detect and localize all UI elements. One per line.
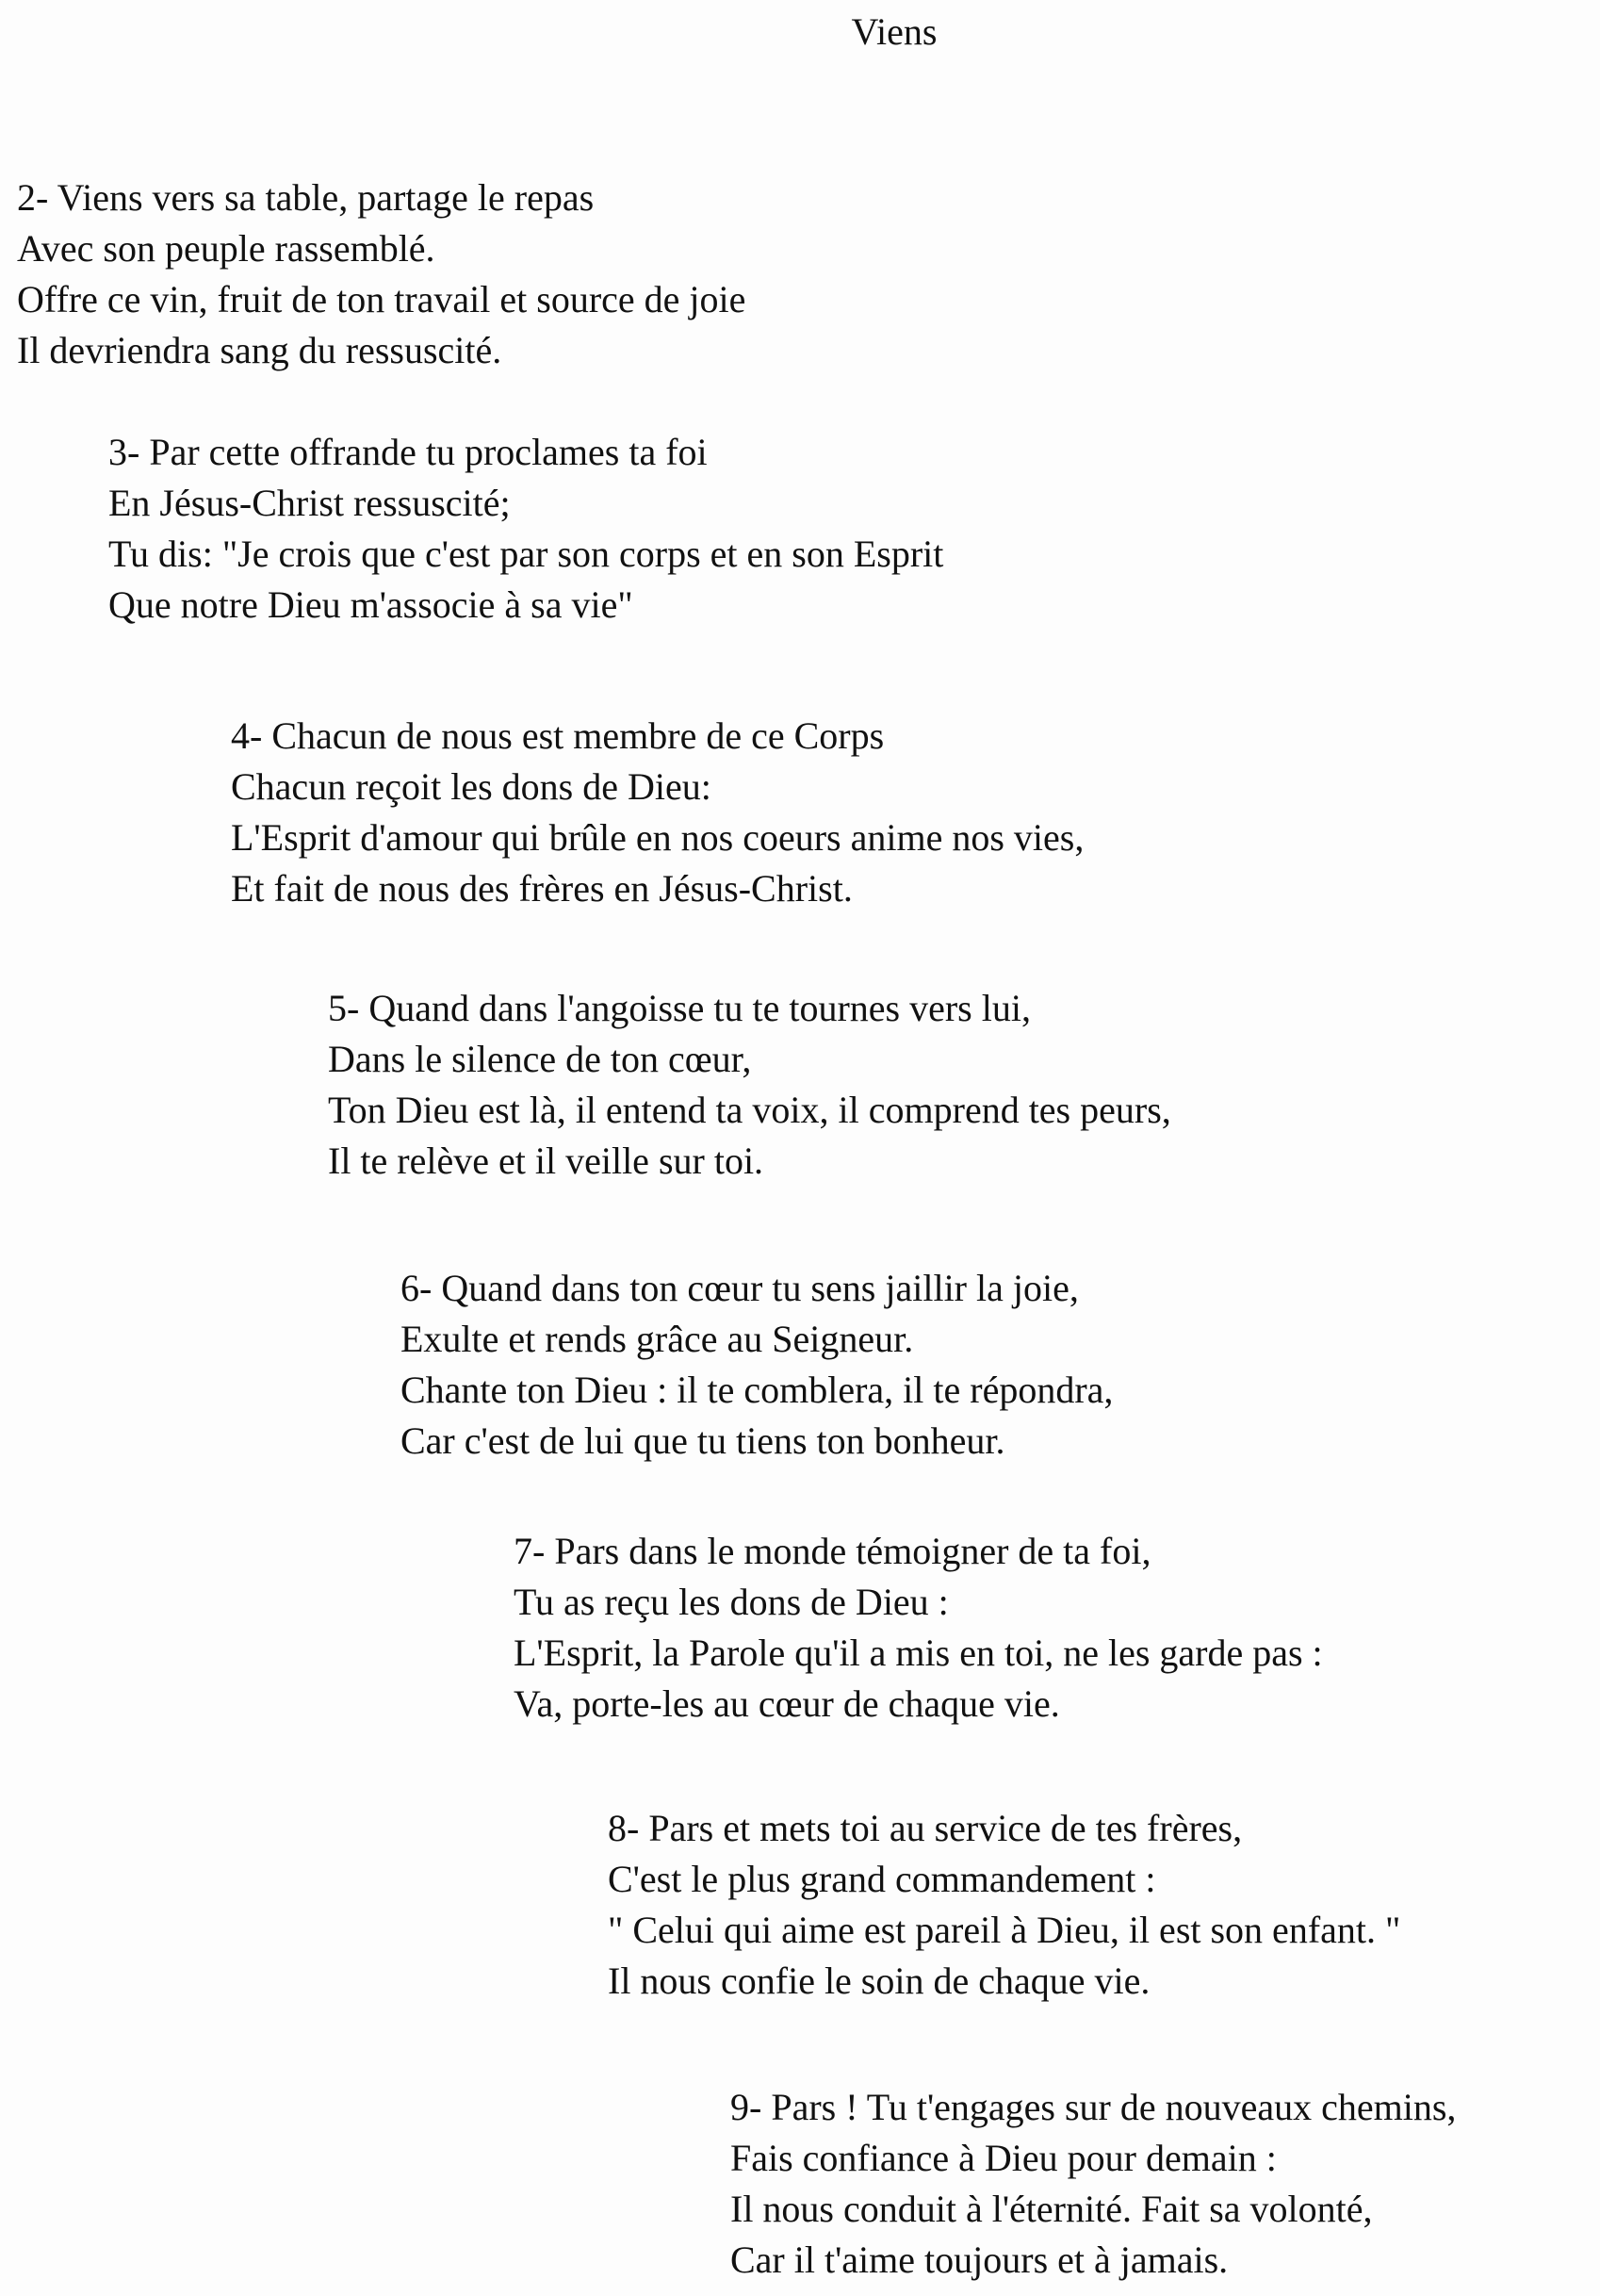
verse-line: Exulte et rends grâce au Seigneur. — [400, 1318, 914, 1360]
stanza-7 — [514, 1526, 1323, 1730]
verse-line: Chacun reçoit les dons de Dieu: — [231, 765, 711, 808]
verse-line: En Jésus-Christ ressuscité; — [108, 482, 511, 524]
verse-line: 2- Viens vers sa table, partage le repas — [17, 176, 595, 219]
verse-line: Car c'est de lui que tu tiens ton bonheur. — [400, 1419, 1005, 1462]
verse-line: Offre ce vin, fruit de ton travail et source de joie — [17, 278, 746, 320]
verse-line: Et fait de nous des frères en Jésus-Christ. — [231, 867, 853, 910]
verse-line: Tu dis: "Je crois que c'est par son corps et en son Esprit — [108, 533, 944, 575]
stanza-6 — [400, 1263, 1113, 1467]
verse-line: C'est le plus grand commandement : — [608, 1858, 1156, 1900]
stanza-2 — [17, 172, 745, 376]
verse-line: 9- Pars ! Tu t'engages sur de nouveaux chemins, — [730, 2086, 1457, 2128]
verse-line: Avec son peuple rassemblé. — [17, 227, 435, 270]
verse-line: Ton Dieu est là, il entend ta voix, il comprend tes peurs, — [328, 1089, 1171, 1131]
verse-line: Tu as reçu les dons de Dieu : — [514, 1581, 949, 1623]
stanza-8 — [608, 1803, 1400, 2007]
verse-line: Dans le silence de ton cœur, — [328, 1038, 752, 1080]
verse-line: " Celui qui aime est pareil à Dieu, il est son enfant. " — [608, 1909, 1401, 1951]
verse-line: L'Esprit, la Parole qu'il a mis en toi, ne les garde pas : — [514, 1632, 1323, 1674]
verse-line: Car il t'aime toujours et à jamais. — [730, 2239, 1229, 2281]
verse-line: Que notre Dieu m'associe à sa vie" — [108, 583, 633, 626]
verse-line: Va, porte-les au cœur de chaque vie. — [514, 1682, 1060, 1725]
verse-line: Fais confiance à Dieu pour demain : — [730, 2137, 1277, 2179]
verse-line: 5- Quand dans l'angoisse tu te tournes vers lui, — [328, 987, 1031, 1029]
verse-line: Il nous confie le soin de chaque vie. — [608, 1960, 1151, 2002]
stanza-5 — [328, 983, 1171, 1187]
verse-line: Il nous conduit à l'éternité. Fait sa volonté, — [730, 2188, 1373, 2230]
verse-line: Il devriendra sang du ressuscité. — [17, 329, 502, 371]
verse-line: Il te relève et il veille sur toi. — [328, 1140, 764, 1182]
verse-line: 4- Chacun de nous est membre de ce Corps — [231, 714, 885, 757]
verse-line: Chante ton Dieu : il te comblera, il te répondra, — [400, 1369, 1114, 1411]
verse-line: 7- Pars dans le monde témoigner de ta foi, — [514, 1530, 1151, 1572]
verse-line: 3- Par cette offrande tu proclames ta foi — [108, 431, 708, 473]
verse-line: L'Esprit d'amour qui brûle en nos coeurs anime nos vies, — [231, 816, 1085, 859]
verse-line: 6- Quand dans ton cœur tu sens jaillir la joie, — [400, 1267, 1079, 1309]
stanza-9 — [730, 2082, 1456, 2286]
page-title: Viens — [851, 10, 938, 53]
stanza-4 — [231, 711, 1084, 914]
verse-line: 8- Pars et mets toi au service de tes frères, — [608, 1807, 1243, 1849]
stanza-3 — [108, 427, 943, 631]
